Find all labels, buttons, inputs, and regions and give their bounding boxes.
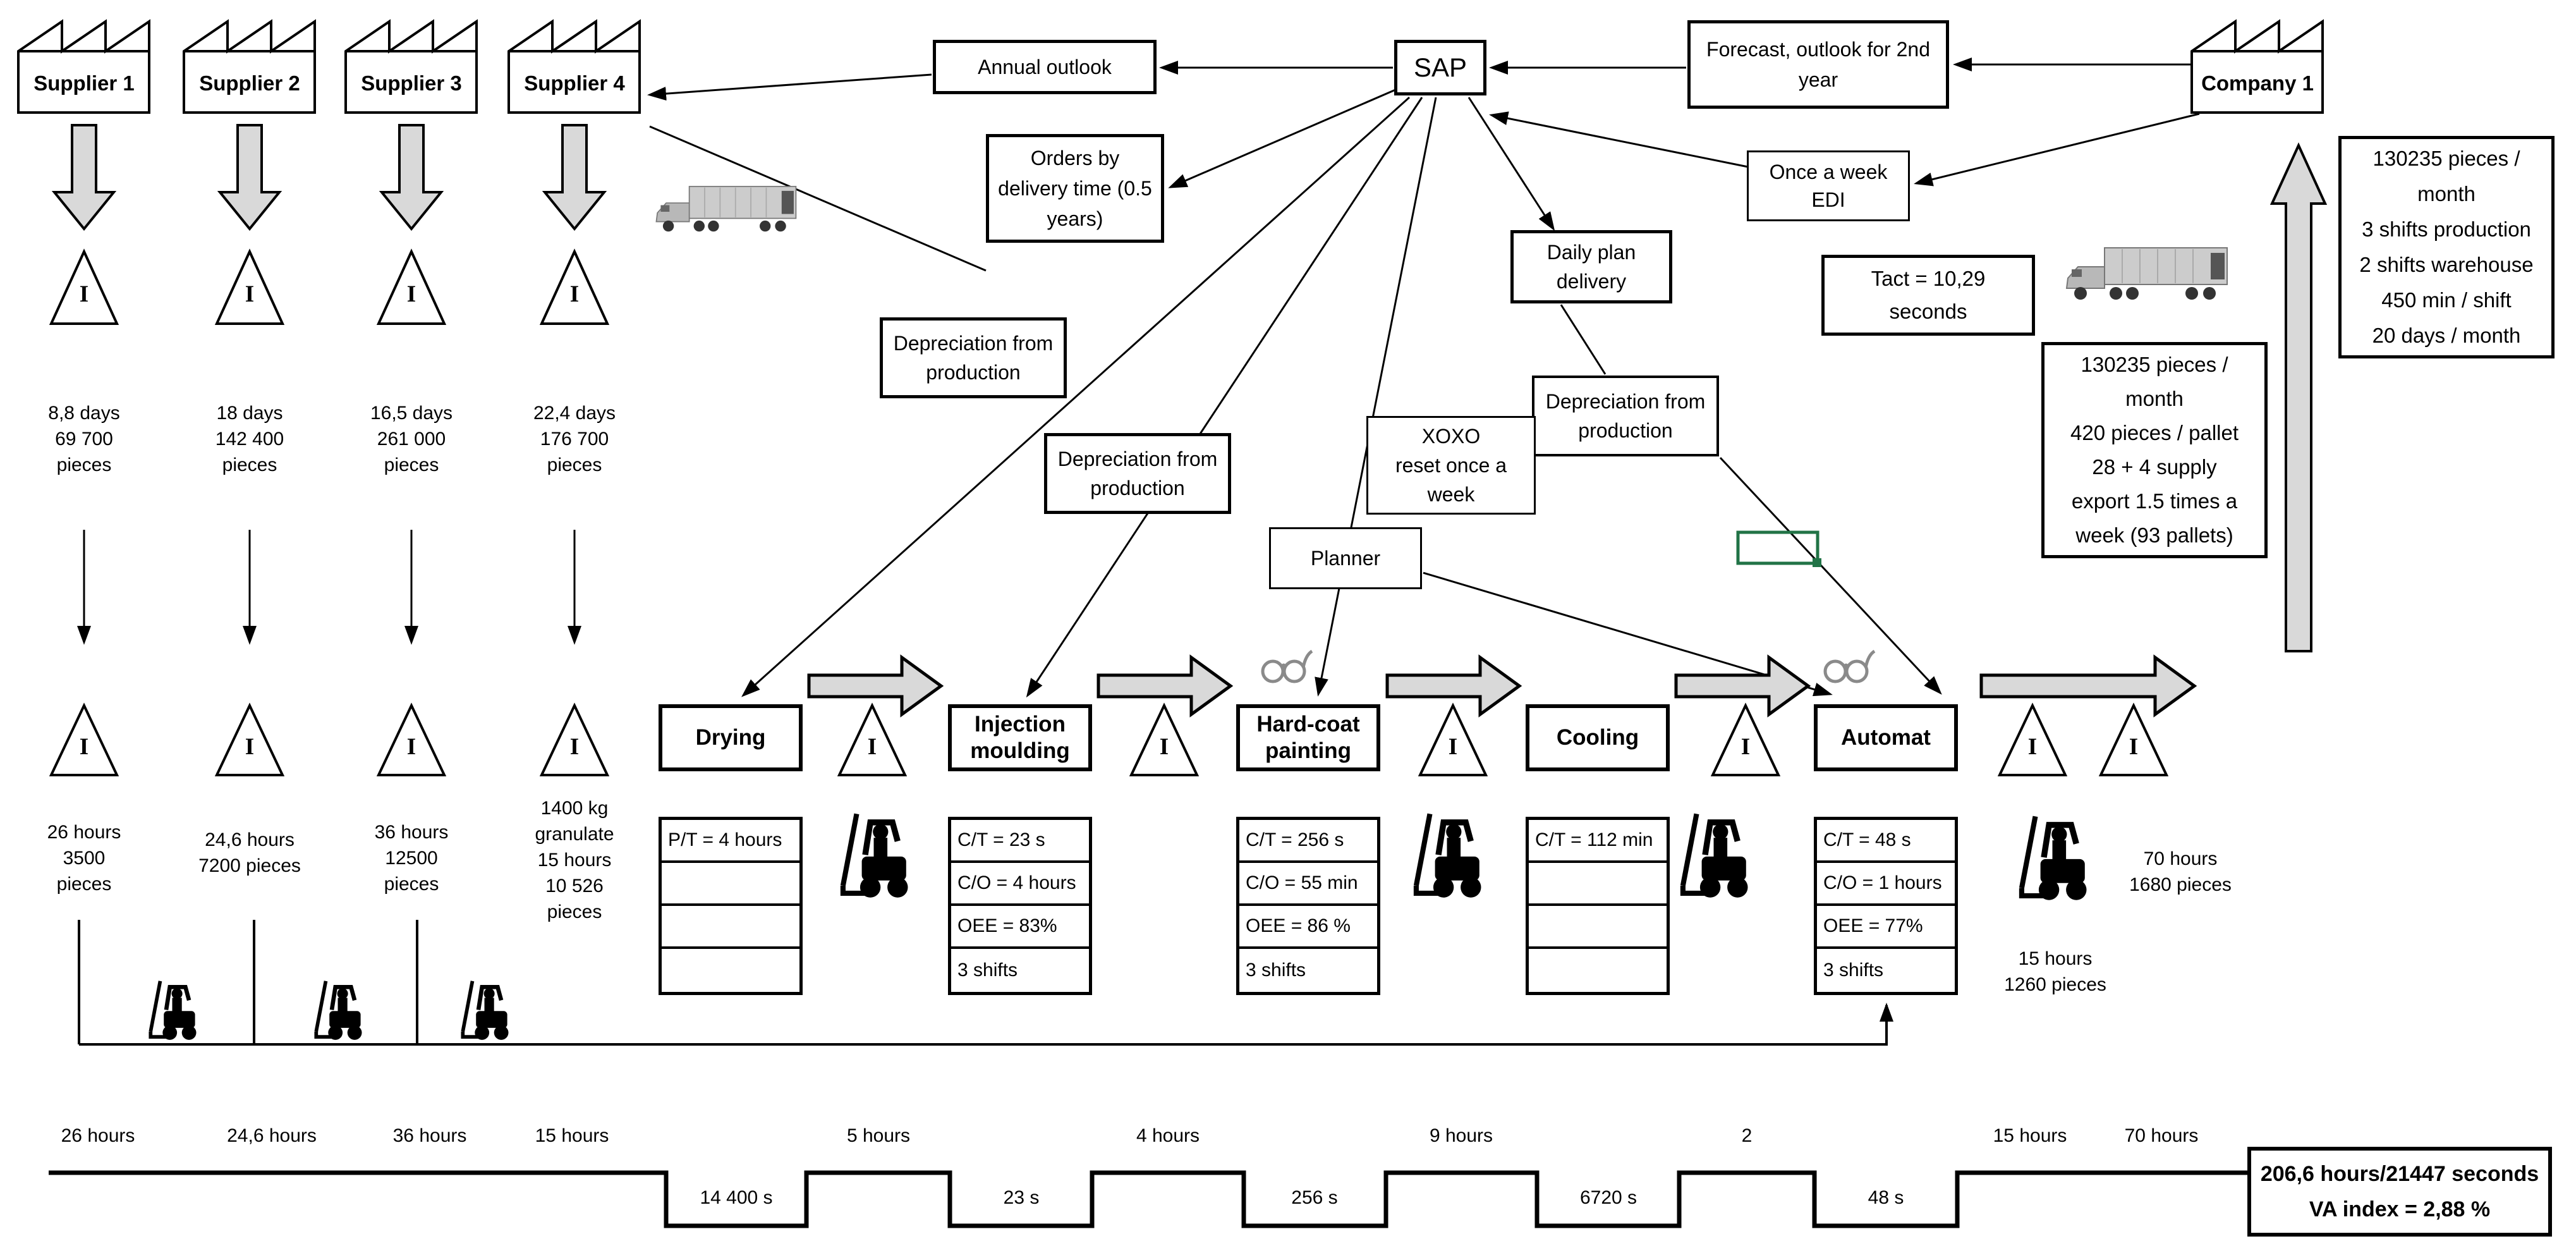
inventory-symbol: I [1448, 734, 1458, 760]
shipping-info-line: 28 + 4 supply [2092, 455, 2217, 479]
shipping-info-line: 420 pieces / pallet [2070, 421, 2239, 444]
sap-box: SAP [1394, 40, 1486, 95]
timeline-bottom-label: 48 s [1868, 1187, 1904, 1208]
forecast-line: Forecast, outlook for 2nd [1706, 38, 1930, 61]
inventory-symbol: I [79, 734, 89, 760]
stock-line: 12500 [385, 848, 438, 869]
timeline-top-label: 9 hours [1429, 1125, 1493, 1146]
inventory-symbol: I [406, 281, 416, 307]
tact-box [1821, 255, 2035, 336]
plant-info-line: month [2417, 182, 2476, 205]
warehouse-line: 1680 pieces [2129, 874, 2232, 895]
planner-box: Planner [1269, 527, 1422, 589]
data-row [1529, 863, 1667, 906]
daily-plan-line: Daily plan [1546, 241, 1636, 264]
inventory-symbol: I [867, 734, 877, 760]
data-row: C/O = 55 min [1239, 863, 1377, 906]
down-arrow-icon [220, 125, 279, 229]
daily-plan-line: delivery [1556, 270, 1627, 293]
down-arrow-icon [545, 125, 604, 229]
va-summary-box [2247, 1147, 2552, 1237]
timeline-top-label: 2 [1741, 1125, 1753, 1146]
edi-box [1747, 150, 1910, 221]
warehouse-line: 15 hours [2018, 948, 2093, 969]
stock-line: 10 526 [545, 876, 604, 896]
edi-line: EDI [1811, 188, 1845, 211]
inventory-symbol: I [245, 281, 255, 307]
timeline-top-label: 5 hours [846, 1125, 911, 1146]
data-row [662, 863, 799, 906]
inventory-symbol: I [2129, 734, 2139, 760]
data-row: C/O = 1 hours [1817, 863, 1955, 906]
data-row: C/O = 4 hours [951, 863, 1089, 906]
va-summary-line: 206,6 hours/21447 seconds [2260, 1162, 2539, 1186]
forklift-icon [1683, 814, 1748, 897]
forklift-icon [463, 981, 508, 1040]
inventory-symbol: I [1159, 734, 1169, 760]
supplier-3-lead-data [336, 400, 487, 478]
inventory-symbol: I [569, 734, 580, 760]
data-row: C/T = 23 s [951, 820, 1089, 863]
xoxo-line: week [1427, 483, 1475, 506]
inventory-symbol: I [79, 281, 89, 307]
warehouse-line: 1260 pieces [2004, 974, 2106, 995]
data-row: P/T = 4 hours [662, 820, 799, 863]
forecast-box [1687, 20, 1949, 109]
warehouse-before-export [1979, 946, 2131, 998]
timeline-top-label: 15 hours [1993, 1125, 2067, 1146]
forklift-icon [316, 981, 361, 1040]
data-row [1529, 906, 1667, 949]
data-row: C/T = 48 s [1817, 820, 1955, 863]
depreciation-line: production [1578, 419, 1673, 442]
orders-line: delivery time (0.5 [998, 177, 1152, 200]
supplier-1-stock-data [8, 819, 160, 897]
inventory-symbol: I [1741, 734, 1751, 760]
lead-line: pieces [56, 455, 112, 475]
lead-line: 8,8 days [48, 403, 120, 424]
stock-line: 1400 kg [540, 798, 609, 819]
data-box-hard-coat-painting [1236, 817, 1380, 995]
right-arrow-icon [809, 657, 941, 714]
plant-info-line: 2 shifts warehouse [2359, 253, 2534, 276]
supplier-4-stock-data [499, 795, 650, 925]
lead-line: 16,5 days [370, 403, 453, 424]
supplier-4-label: Supplier 4 [524, 71, 625, 95]
data-row: OEE = 83% [951, 906, 1089, 949]
lead-line: 18 days [216, 403, 283, 424]
plant-info-box [2338, 136, 2555, 358]
plant-info-line: 450 min / shift [2381, 288, 2512, 312]
timeline-top-label: 24,6 hours [227, 1125, 317, 1146]
inventory-symbol: I [245, 734, 255, 760]
timeline-top-label: 15 hours [535, 1125, 609, 1146]
plant-info-line: 130235 pieces / [2372, 147, 2520, 170]
depreciation-box-2 [1044, 433, 1231, 514]
data-row: OEE = 86 % [1239, 906, 1377, 949]
stock-line: 36 hours [374, 822, 449, 843]
truck-icon [2067, 248, 2227, 300]
right-arrow-icon [1676, 657, 1808, 714]
supplier-2-lead-data [174, 400, 325, 478]
process-box-injection-moulding: Injection moulding [948, 704, 1092, 771]
supplier-1-lead-data [8, 400, 160, 478]
depreciation-line: Depreciation from [1057, 448, 1218, 470]
forklift-icon [150, 981, 196, 1040]
supplier-2-stock-data [174, 827, 325, 879]
inventory-symbol: I [406, 734, 416, 760]
down-arrow-icon [54, 125, 114, 229]
warehouse-after-automat [2105, 846, 2256, 898]
supplier-down-arrows [54, 125, 604, 229]
xoxo-box [1366, 416, 1536, 515]
truck-icon [656, 186, 796, 231]
data-row: 3 shifts [1823, 960, 1884, 981]
right-arrow-icon [1981, 657, 2194, 714]
supplier-2-label: Supplier 2 [199, 71, 300, 95]
stock-line: pieces [56, 874, 112, 895]
process-box-drying: Drying [659, 704, 803, 771]
timeline-bottom-label: 14 400 s [700, 1187, 773, 1208]
xoxo-line: reset once a [1395, 454, 1507, 477]
supplier-4-lead-data [499, 400, 650, 478]
stock-line: 3500 [63, 848, 106, 869]
process-box-cooling: Cooling [1526, 704, 1670, 771]
supplier-3-label: Supplier 3 [361, 71, 462, 95]
supplier-1-label: Supplier 1 [33, 71, 135, 95]
depreciation-line: Depreciation from [1545, 390, 1706, 413]
edi-line: Once a week [1769, 161, 1888, 183]
data-row [662, 906, 799, 949]
warehouse-line: 70 hours [2143, 848, 2218, 869]
stock-line: 7200 pieces [198, 855, 301, 876]
lead-line: pieces [547, 455, 602, 475]
orders-box [986, 134, 1164, 243]
data-box-cooling [1526, 817, 1670, 995]
data-row [1529, 949, 1667, 992]
timeline-top-label: 36 hours [392, 1125, 467, 1146]
depreciation-line: Depreciation from [893, 332, 1054, 355]
data-row: 3 shifts [1246, 960, 1306, 981]
stock-line: pieces [384, 874, 439, 895]
data-box-automat [1814, 817, 1958, 995]
glasses-icon [1825, 651, 1874, 682]
company-label: Company 1 [2201, 71, 2314, 95]
shipping-info-box [2041, 342, 2268, 558]
excel-selection-rectangle [1738, 532, 1821, 567]
lead-line: 261 000 [377, 429, 446, 449]
xoxo-line: XOXO [1421, 425, 1481, 448]
va-summary-line: VA index = 2,88 % [2309, 1197, 2491, 1221]
forklift-icon [1416, 814, 1481, 897]
data-box-drying [659, 817, 803, 995]
stock-line: granulate [535, 824, 614, 845]
lead-line: 22,4 days [533, 403, 616, 424]
inventory-symbol: I [569, 281, 580, 307]
process-box-automat: Automat [1814, 704, 1958, 771]
timeline-bottom-label: 23 s [1003, 1187, 1040, 1208]
shipping-info-line: 130235 pieces / [2081, 353, 2228, 376]
timeline-top-label: 70 hours [2124, 1125, 2199, 1146]
depreciation-box-3 [1532, 376, 1719, 456]
data-row [662, 949, 799, 992]
shipping-info-line: week (93 pallets) [2075, 523, 2233, 547]
lead-line: pieces [384, 455, 439, 475]
data-row: OEE = 77% [1817, 906, 1955, 949]
lead-line: 142 400 [215, 429, 284, 449]
depreciation-line: production [926, 361, 1021, 384]
annual-outlook-box: Annual outlook [933, 40, 1157, 94]
forklift-icon [2022, 816, 2087, 900]
stock-line: 15 hours [537, 850, 612, 871]
plant-info-line: 20 days / month [2372, 324, 2521, 347]
plant-info-line: 3 shifts production [2362, 217, 2531, 241]
inventory-triangles-row1 [51, 252, 607, 324]
tact-line: seconds [1889, 300, 1967, 323]
down-arrow-icon [382, 125, 441, 229]
depreciation-line: production [1090, 477, 1185, 499]
data-row: C/T = 112 min [1529, 820, 1667, 863]
daily-plan-box [1510, 230, 1672, 303]
timeline-bottom-label: 6720 s [1579, 1187, 1637, 1208]
stock-line: pieces [547, 902, 602, 922]
stock-line: 24,6 hours [205, 829, 295, 850]
inventory-triangles-row2 [51, 706, 607, 775]
timeline-top-label: 26 hours [61, 1125, 135, 1146]
forecast-line: year [1798, 68, 1838, 91]
shipping-info-line: export 1.5 times a [2071, 489, 2238, 513]
glasses-icon [1263, 651, 1312, 682]
stock-line: 26 hours [47, 822, 121, 843]
shipment-up-arrow [2272, 145, 2325, 651]
shipping-info-line: month [2125, 387, 2184, 410]
orders-line: years) [1047, 207, 1103, 230]
inventory-symbol: I [2027, 734, 2038, 760]
data-row: 3 shifts [957, 960, 1018, 981]
lead-line: 176 700 [540, 429, 609, 449]
forklift-icon [843, 814, 908, 897]
lead-line: 69 700 [55, 429, 113, 449]
depreciation-box-1 [880, 317, 1067, 398]
process-box-hard-coat-painting: Hard-coat painting [1236, 704, 1380, 771]
data-row: C/T = 256 s [1239, 820, 1377, 863]
orders-line: Orders by [1030, 147, 1120, 169]
lead-line: pieces [222, 455, 277, 475]
supplier-flow-arrows [84, 530, 574, 642]
timeline-bottom-label: 256 s [1291, 1187, 1338, 1208]
timeline-top-label: 4 hours [1136, 1125, 1200, 1146]
supplier-3-stock-data [336, 819, 487, 897]
tact-line: Tact = 10,29 [1871, 267, 1986, 290]
data-box-injection-moulding [948, 817, 1092, 995]
